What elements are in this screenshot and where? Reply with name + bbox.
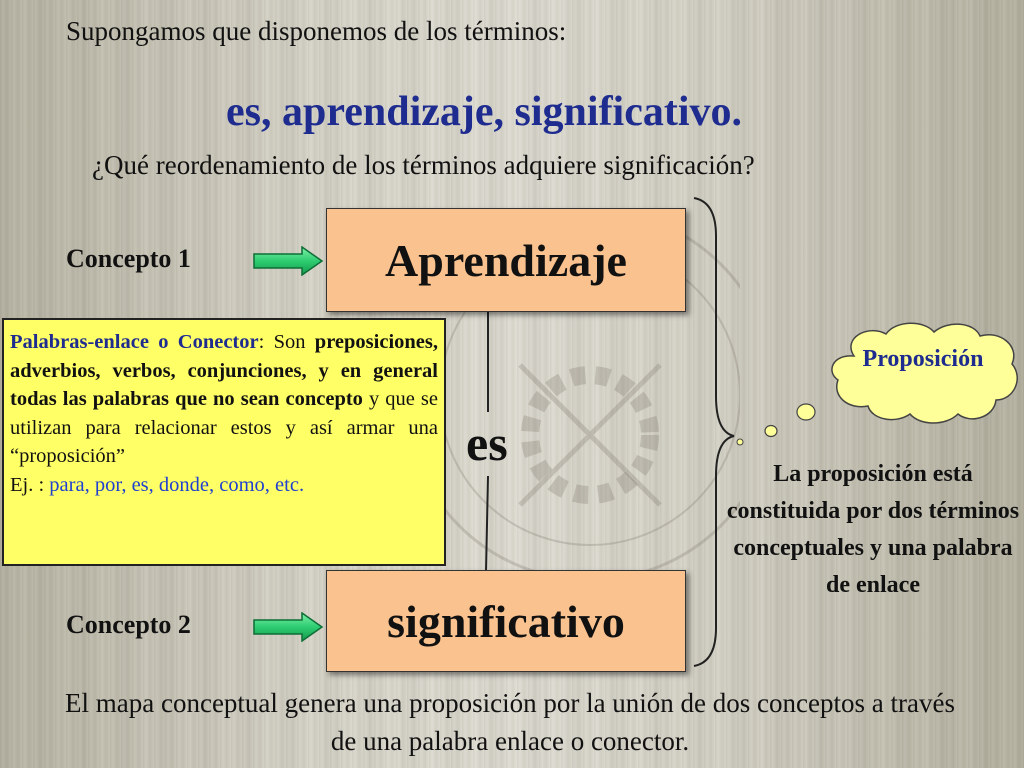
arrow-right-icon (252, 246, 324, 276)
terms-heading: es, aprendizaje, significativo. (226, 89, 743, 135)
concept-2-box (326, 570, 686, 672)
intro-text: Supongamos que disponemos de los términos: (66, 16, 567, 46)
conclusion-text: El mapa conceptual genera una proposición por la unión de dos conceptos a través de una palabra enlace o conector. (65, 688, 955, 756)
example-list: para, por, es, donde, como, etc. (49, 473, 305, 496)
thought-bubbles (730, 400, 820, 450)
question-text: ¿Qué reordenamiento de los términos adquiere significación? (92, 150, 755, 180)
proposition-description: La proposición está constituida por dos términos conceptuales y una palabra de enlace (726, 461, 1020, 598)
definition-colon: : (258, 331, 265, 353)
arrow-right-icon (252, 612, 324, 642)
proposition-label: Proposición (862, 346, 984, 372)
concept-2-term: significativo (387, 595, 625, 647)
concept-1-box (326, 208, 686, 312)
definition-text: Son (264, 331, 315, 353)
concept-1-term: Aprendizaje (385, 234, 627, 286)
definition-text-2: y que se utilizan para relacionar estos y así armar una “proposición” (10, 388, 438, 467)
linking-words-definition-box (2, 318, 446, 566)
concept-1-label: Concepto 1 (66, 244, 191, 273)
linking-word: es (466, 415, 508, 471)
example-prefix: Ej. : (10, 473, 50, 496)
definition-bold-text: preposiciones, adverbios, verbos, conjunciones, y en general todas las palabras que no sean concepto (10, 331, 438, 410)
concept-2-label: Concepto 2 (66, 610, 191, 639)
definition-term: Palabras-enlace o Conector (10, 331, 259, 353)
